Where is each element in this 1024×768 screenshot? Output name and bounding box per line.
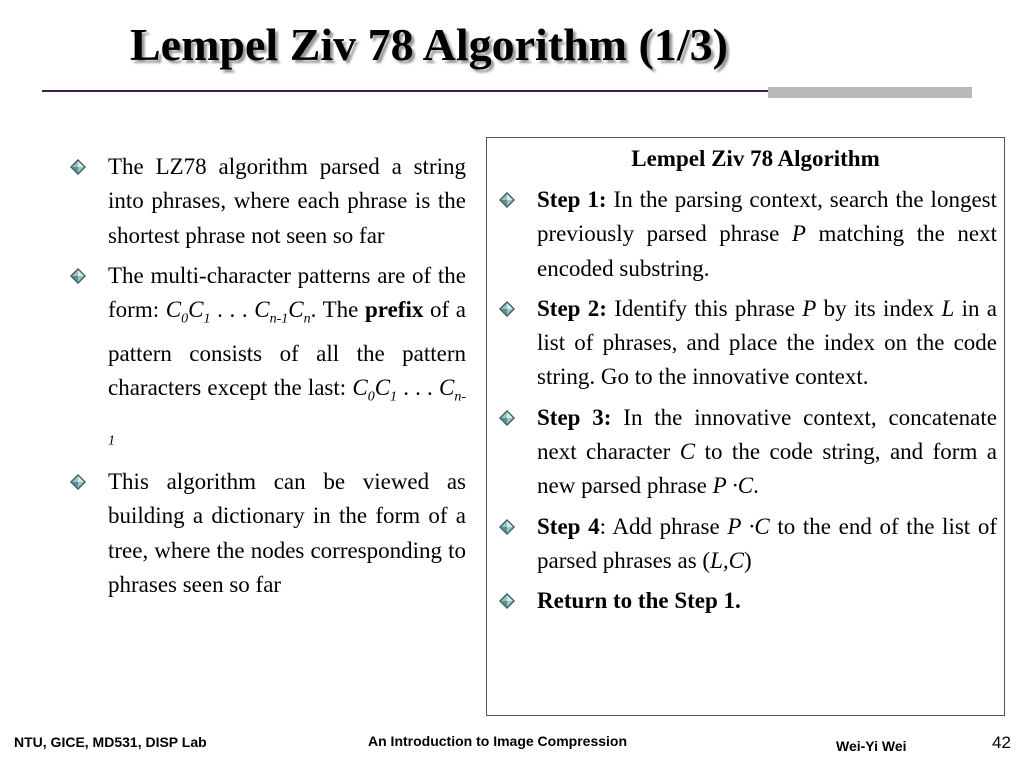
diamond-bullet-icon	[499, 593, 515, 609]
diamond-bullet-icon	[70, 474, 86, 490]
step-2: Step 2: Identify this phrase P by its index L in a list of phrases, and place the index on the code string. Go to the innovative context.	[499, 292, 997, 395]
footer-course-title: An Introduction to Image Compression	[368, 733, 628, 749]
diamond-bullet-icon	[70, 268, 86, 284]
bullet-text: The LZ78 algorithm parsed a string into phrases, where each phrase is the shortest phrase not seen so far	[108, 154, 466, 248]
slide-title: Lempel Ziv 78 Algorithm (1/3)	[130, 19, 728, 70]
bullet-item	[70, 465, 466, 602]
diamond-bullet-icon	[499, 519, 515, 535]
algorithm-box	[486, 137, 1005, 716]
bullet-item	[70, 150, 466, 253]
bullet-text: This algorithm can be viewed as building a dictionary in the form of a tree, where the nodes corresponding to phrases seen so far	[108, 469, 466, 598]
bullet-text: The multi-character patterns are of the form: $C_0C_1$ . . . $C_{n-1}C_n$. The prefix of a pattern consists of all the pattern characters except the last: $C_0C_1$ . . . $C_{n-1}$	[108, 262, 467, 449]
step-3: Step 3: In the innovative context, concatenate next character C to the code string, and form a new parsed phrase P ·C.	[499, 401, 997, 504]
page-number: 42	[992, 733, 1011, 752]
step-list	[499, 183, 997, 625]
bullet-item	[70, 259, 466, 459]
step-1: Step 1: In the parsing context, search the longest previously parsed phrase P matching the next encoded substring.	[499, 183, 997, 286]
diamond-bullet-icon	[499, 410, 515, 426]
left-bullet-list	[70, 150, 466, 608]
step-4: Step 4: Add phrase P ·C to the end of the list of parsed phrases as (L,C)	[499, 510, 997, 579]
algorithm-box-title: Lempel Ziv 78 Algorithm	[631, 146, 880, 171]
diamond-bullet-icon	[499, 301, 515, 317]
step-return: Return to the Step 1.	[499, 584, 997, 618]
footer-author: Wei-Yi Wei	[836, 738, 907, 754]
prefix-term: prefix	[365, 297, 424, 323]
diamond-bullet-icon	[70, 159, 86, 175]
footer-lab: NTU, GICE, MD531, DISP Lab	[14, 734, 207, 750]
diamond-bullet-icon	[499, 192, 515, 208]
title-accent-bar	[768, 87, 972, 98]
